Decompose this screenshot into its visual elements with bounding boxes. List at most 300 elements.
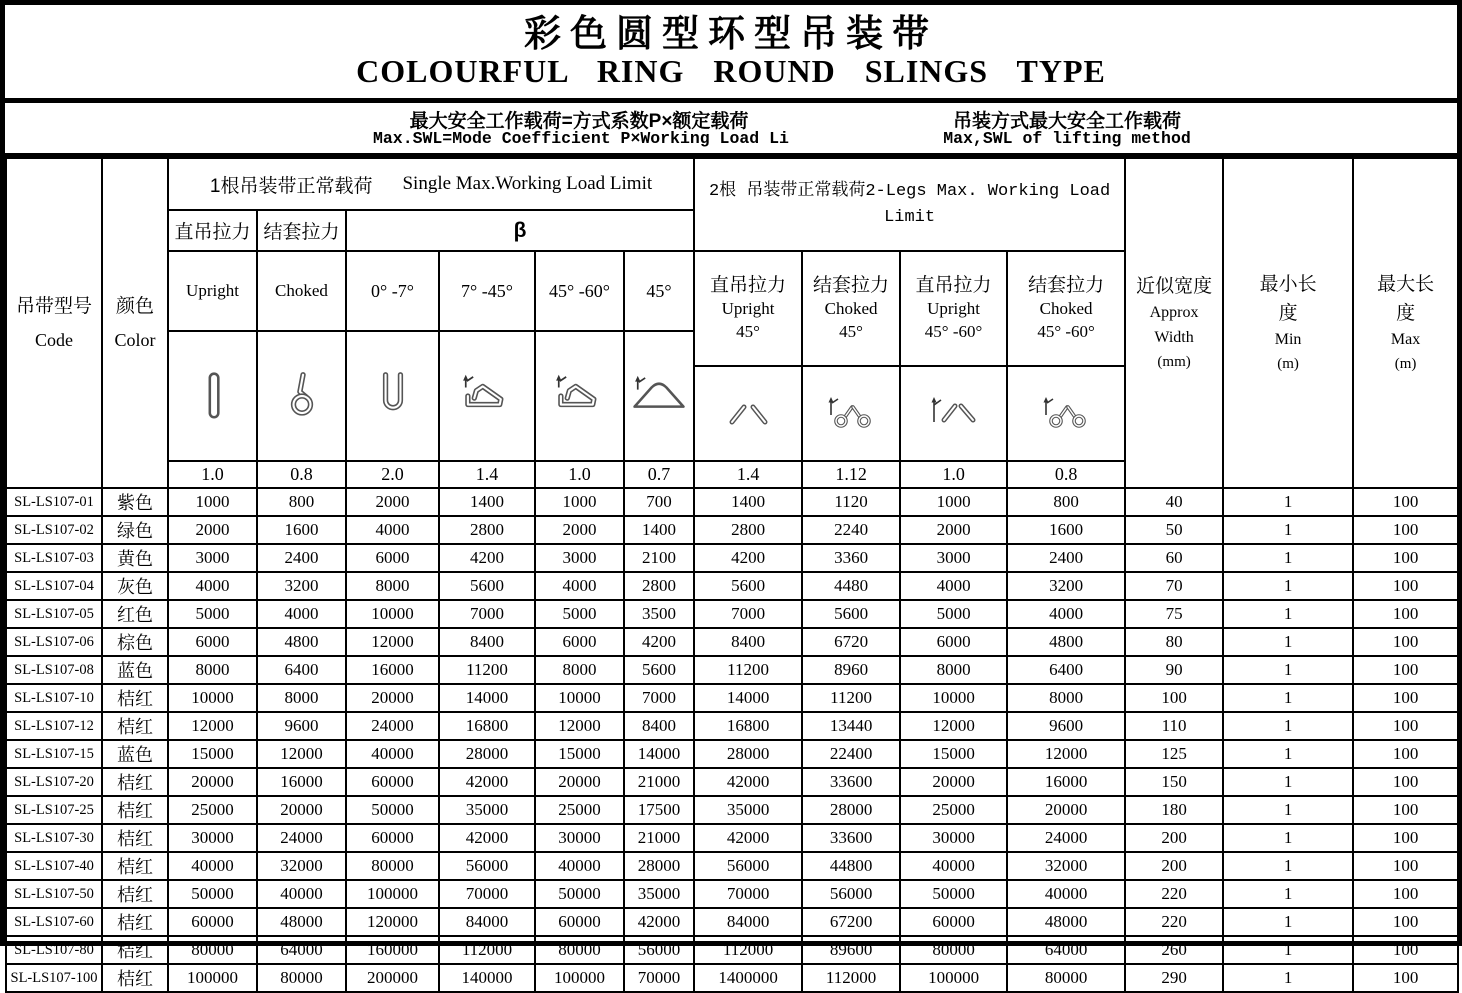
min-length-unit: (m): [1277, 356, 1299, 373]
table-row: [6, 572, 1458, 600]
cell-value: 20000: [346, 684, 439, 712]
angled-basket-sling-icon: [546, 369, 614, 423]
min-length-zh2: 度: [1278, 302, 1298, 324]
cell-color: 桔红: [102, 796, 168, 824]
cell-value: 30000: [535, 824, 624, 852]
cell-value: 100: [1353, 544, 1458, 572]
cell-value: 11200: [439, 656, 535, 684]
cell-value: 3500: [624, 600, 694, 628]
cell-value: 56000: [439, 852, 535, 880]
single-leg-section-header: [168, 158, 694, 210]
cell-code: SL-LS107-04: [6, 572, 102, 600]
two-leg-col3-angle: 45° -60°: [1037, 322, 1095, 342]
cell-value: 33600: [802, 824, 900, 852]
two-legs-angled-icon: [920, 390, 988, 438]
cell-value: 4000: [168, 572, 257, 600]
two-leg-col2-en: Upright: [927, 299, 980, 319]
cell-value: 80: [1125, 628, 1223, 656]
cell-value: 48000: [257, 908, 346, 936]
cell-value: 20000: [1007, 796, 1125, 824]
cell-value: 4800: [257, 628, 346, 656]
cell-value: 110: [1125, 712, 1223, 740]
two-leg-col-header-0: [694, 251, 802, 366]
beta-angle-1: 7° -45°: [439, 251, 535, 331]
cell-value: 6000: [346, 544, 439, 572]
cell-value: 1: [1223, 852, 1353, 880]
cell-value: 16800: [694, 712, 802, 740]
angled-basket-sling-icon: [453, 369, 521, 423]
cell-value: 1600: [1007, 516, 1125, 544]
formula-band: [5, 103, 1457, 157]
cell-value: 80000: [900, 936, 1007, 964]
coefficient-value: 1.0: [535, 461, 624, 488]
cell-value: 800: [257, 488, 346, 516]
cell-value: 50: [1125, 516, 1223, 544]
cell-value: 4000: [535, 572, 624, 600]
cell-value: 220: [1125, 880, 1223, 908]
table-row: [6, 908, 1458, 936]
basket-sling-icon: [359, 369, 427, 423]
upright-header-zh: 直吊拉力: [168, 210, 257, 251]
color-header-en: Color: [114, 329, 156, 350]
cell-value: 8000: [346, 572, 439, 600]
cell-value: 4000: [346, 516, 439, 544]
cell-value: 800: [1007, 488, 1125, 516]
max-length-unit: (m): [1394, 356, 1417, 373]
cell-value: 2000: [900, 516, 1007, 544]
cell-value: 1: [1223, 768, 1353, 796]
cell-value: 100: [1353, 628, 1458, 656]
coefficient-value: 0.7: [624, 461, 694, 488]
cell-value: 42000: [694, 824, 802, 852]
cell-value: 30000: [900, 824, 1007, 852]
cell-value: 7000: [439, 600, 535, 628]
cell-value: 6720: [802, 628, 900, 656]
table-row: [6, 964, 1458, 992]
cell-value: 9600: [1007, 712, 1125, 740]
cell-value: 30000: [168, 824, 257, 852]
cell-value: 20000: [535, 768, 624, 796]
cell-value: 50000: [346, 796, 439, 824]
approx-width-unit: (mm): [1157, 353, 1191, 370]
cell-value: 50000: [168, 880, 257, 908]
cell-value: 200: [1125, 824, 1223, 852]
swl-formula-zh: 最大安全工作载荷=方式系数P×额定载荷: [409, 111, 749, 132]
max-length-en: Max: [1390, 331, 1421, 349]
cell-value: 40000: [535, 852, 624, 880]
cell-value: 3200: [1007, 572, 1125, 600]
cell-value: 160000: [346, 936, 439, 964]
cell-value: 100: [1125, 684, 1223, 712]
cell-value: 12000: [257, 740, 346, 768]
cell-value: 1: [1223, 572, 1353, 600]
cell-value: 11200: [694, 656, 802, 684]
cell-value: 70: [1125, 572, 1223, 600]
min-length-en: Min: [1274, 331, 1302, 349]
table-row: [6, 544, 1458, 572]
cell-value: 1: [1223, 600, 1353, 628]
two-leg-col-header-1: [802, 251, 900, 366]
cell-value: 6400: [257, 656, 346, 684]
cell-value: 1: [1223, 936, 1353, 964]
cell-value: 25000: [168, 796, 257, 824]
table-row: [6, 684, 1458, 712]
cell-value: 2000: [168, 516, 257, 544]
cell-value: 1: [1223, 656, 1353, 684]
cell-value: 10000: [535, 684, 624, 712]
cell-value: 2000: [346, 488, 439, 516]
cell-color: 桔红: [102, 824, 168, 852]
cell-value: 180: [1125, 796, 1223, 824]
page-title-zh: 彩色圆型环型吊装带: [524, 13, 938, 55]
cell-value: 42000: [439, 824, 535, 852]
cell-value: 6000: [168, 628, 257, 656]
cell-value: 10000: [900, 684, 1007, 712]
cell-color: 桔红: [102, 936, 168, 964]
cell-value: 5600: [802, 600, 900, 628]
two-leg-col1-zh: 结套拉力: [813, 274, 890, 296]
max-length-zh2: 度: [1396, 302, 1416, 324]
cell-value: 8400: [439, 628, 535, 656]
cell-value: 2800: [439, 516, 535, 544]
cell-value: 56000: [694, 852, 802, 880]
cell-value: 40: [1125, 488, 1223, 516]
table-row: [6, 656, 1458, 684]
slings-spec-table: [5, 157, 1459, 993]
two-leg-col0-zh: 直吊拉力: [710, 274, 787, 296]
cell-value: 25000: [535, 796, 624, 824]
cell-value: 2240: [802, 516, 900, 544]
wide-basket-sling-icon: [625, 369, 693, 423]
cell-value: 20000: [900, 768, 1007, 796]
coefficient-value: 1.4: [439, 461, 535, 488]
cell-value: 24000: [257, 824, 346, 852]
cell-value: 1: [1223, 712, 1353, 740]
two-leg-col2-zh: 直吊拉力: [915, 274, 992, 296]
cell-value: 16000: [257, 768, 346, 796]
cell-value: 15000: [900, 740, 1007, 768]
cell-value: 24000: [1007, 824, 1125, 852]
cell-value: 5600: [694, 572, 802, 600]
cell-value: 1120: [802, 488, 900, 516]
cell-value: 5000: [900, 600, 1007, 628]
table-row: [6, 936, 1458, 964]
approx-width-header: [1125, 158, 1223, 488]
cell-color: 桔红: [102, 964, 168, 992]
cell-value: 20000: [257, 796, 346, 824]
cell-color: 桔红: [102, 768, 168, 796]
cell-value: 150: [1125, 768, 1223, 796]
cell-value: 80000: [535, 936, 624, 964]
cell-code: SL-LS107-10: [6, 684, 102, 712]
cell-color: 桔红: [102, 880, 168, 908]
cell-value: 8000: [900, 656, 1007, 684]
cell-value: 2000: [535, 516, 624, 544]
cell-code: SL-LS107-80: [6, 936, 102, 964]
cell-value: 80000: [1007, 964, 1125, 992]
cell-value: 40000: [168, 852, 257, 880]
two-leg-col2-angle: 45° -60°: [924, 322, 983, 342]
cell-value: 12000: [1007, 740, 1125, 768]
cell-code: SL-LS107-03: [6, 544, 102, 572]
two-legs-straight-icon: [714, 390, 782, 438]
choked-header-en: Choked: [257, 251, 346, 331]
title-band: [5, 5, 1457, 103]
cell-value: 9600: [257, 712, 346, 740]
cell-value: 32000: [257, 852, 346, 880]
cell-value: 14000: [624, 740, 694, 768]
cell-value: 1600: [257, 516, 346, 544]
cell-value: 42000: [694, 768, 802, 796]
cell-value: 140000: [439, 964, 535, 992]
cell-value: 28000: [694, 740, 802, 768]
lifting-method-zh: 吊装方式最大安全工作载荷: [952, 111, 1182, 132]
code-header-en: Code: [35, 329, 73, 350]
cell-value: 16000: [346, 656, 439, 684]
cell-value: 1400: [624, 516, 694, 544]
cell-color: 桔红: [102, 712, 168, 740]
coefficient-value: 1.0: [168, 461, 257, 488]
cell-color: 桔红: [102, 684, 168, 712]
cell-value: 700: [624, 488, 694, 516]
cell-value: 22400: [802, 740, 900, 768]
cell-value: 75: [1125, 600, 1223, 628]
cell-color: 红色: [102, 600, 168, 628]
cell-color: 绿色: [102, 516, 168, 544]
cell-value: 100: [1353, 824, 1458, 852]
table-row: [6, 852, 1458, 880]
cell-value: 5000: [535, 600, 624, 628]
cell-value: 100000: [900, 964, 1007, 992]
cell-value: 25000: [900, 796, 1007, 824]
cell-color: 棕色: [102, 628, 168, 656]
cell-value: 44800: [802, 852, 900, 880]
cell-code: SL-LS107-30: [6, 824, 102, 852]
cell-value: 13440: [802, 712, 900, 740]
coefficient-value: 0.8: [1007, 461, 1125, 488]
choked-sling-icon: [268, 369, 336, 423]
cell-value: 125: [1125, 740, 1223, 768]
two-legs-straight-icon-cell: [694, 366, 802, 461]
two-legs-choked-icon: [1032, 390, 1100, 438]
cell-value: 1: [1223, 740, 1353, 768]
cell-value: 5600: [624, 656, 694, 684]
cell-value: 100000: [535, 964, 624, 992]
cell-value: 8400: [624, 712, 694, 740]
cell-value: 3200: [257, 572, 346, 600]
cell-value: 112000: [694, 936, 802, 964]
cell-value: 60000: [346, 768, 439, 796]
cell-color: 黄色: [102, 544, 168, 572]
cell-value: 12000: [168, 712, 257, 740]
cell-code: SL-LS107-60: [6, 908, 102, 936]
cell-value: 33600: [802, 768, 900, 796]
cell-value: 6400: [1007, 656, 1125, 684]
cell-code: SL-LS107-25: [6, 796, 102, 824]
approx-width-en1: Approx: [1149, 304, 1199, 322]
cell-value: 1: [1223, 824, 1353, 852]
two-leg-col1-en: Choked: [824, 299, 878, 319]
cell-value: 16000: [1007, 768, 1125, 796]
cell-value: 1000: [168, 488, 257, 516]
cell-value: 50000: [535, 880, 624, 908]
cell-value: 100: [1353, 572, 1458, 600]
cell-code: SL-LS107-05: [6, 600, 102, 628]
cell-value: 100: [1353, 796, 1458, 824]
cell-code: SL-LS107-100: [6, 964, 102, 992]
coefficient-value: 1.12: [802, 461, 900, 488]
cell-value: 4480: [802, 572, 900, 600]
cell-value: 40000: [257, 880, 346, 908]
cell-value: 67200: [802, 908, 900, 936]
cell-color: 蓝色: [102, 656, 168, 684]
coefficient-value: 0.8: [257, 461, 346, 488]
cell-value: 100: [1353, 516, 1458, 544]
cell-value: 8000: [257, 684, 346, 712]
cell-color: 灰色: [102, 572, 168, 600]
cell-value: 84000: [439, 908, 535, 936]
cell-value: 28000: [624, 852, 694, 880]
two-leg-col-header-2: [900, 251, 1007, 366]
cell-code: SL-LS107-06: [6, 628, 102, 656]
table-row: [6, 768, 1458, 796]
color-header-zh: 颜色: [115, 295, 154, 317]
table-row: [6, 880, 1458, 908]
cell-value: 80000: [168, 936, 257, 964]
angled-basket-sling-icon-cell: [535, 331, 624, 461]
cell-value: 1: [1223, 516, 1353, 544]
two-leg-col1-angle: 45°: [839, 322, 863, 342]
cell-value: 12000: [346, 628, 439, 656]
cell-value: 112000: [802, 964, 900, 992]
cell-value: 5600: [439, 572, 535, 600]
cell-value: 80000: [346, 852, 439, 880]
cell-value: 100: [1353, 684, 1458, 712]
cell-value: 28000: [802, 796, 900, 824]
cell-value: 60: [1125, 544, 1223, 572]
beta-angle-0: 0° -7°: [346, 251, 439, 331]
cell-value: 7000: [694, 600, 802, 628]
cell-value: 200000: [346, 964, 439, 992]
cell-value: 1400: [694, 488, 802, 516]
cell-value: 60000: [535, 908, 624, 936]
max-length-zh1: 最大长: [1377, 273, 1435, 295]
single-leg-header-zh: 1根吊装带正常载荷: [209, 175, 373, 197]
angled-basket-sling-icon-cell: [439, 331, 535, 461]
cell-value: 120000: [346, 908, 439, 936]
cell-value: 60000: [168, 908, 257, 936]
cell-value: 64000: [257, 936, 346, 964]
cell-value: 100: [1353, 908, 1458, 936]
color-column-header: [102, 158, 168, 488]
code-header-zh: 吊带型号: [15, 295, 92, 317]
two-legs-angled-icon-cell: [900, 366, 1007, 461]
cell-value: 35000: [624, 880, 694, 908]
choked-sling-icon-cell: [257, 331, 346, 461]
single-leg-header-en: Single Max.Working Load Limit: [402, 173, 653, 194]
table-row: [6, 796, 1458, 824]
two-leg-col3-zh: 结套拉力: [1028, 274, 1105, 296]
table-row: [6, 488, 1458, 516]
cell-value: 6000: [900, 628, 1007, 656]
cell-value: 16800: [439, 712, 535, 740]
cell-value: 21000: [624, 824, 694, 852]
cell-value: 290: [1125, 964, 1223, 992]
cell-value: 260: [1125, 936, 1223, 964]
two-legs-choked-icon-cell: [802, 366, 900, 461]
lifting-method-en: Max,SWL of lifting method: [943, 129, 1191, 148]
cell-code: SL-LS107-02: [6, 516, 102, 544]
cell-value: 6000: [535, 628, 624, 656]
table-row: [6, 600, 1458, 628]
table-row: [6, 712, 1458, 740]
coefficient-value: 1.4: [694, 461, 802, 488]
cell-value: 8400: [694, 628, 802, 656]
cell-value: 2400: [257, 544, 346, 572]
choked-header-zh: 结套拉力: [257, 210, 346, 251]
cell-value: 40000: [900, 852, 1007, 880]
cell-value: 100: [1353, 964, 1458, 992]
cell-code: SL-LS107-20: [6, 768, 102, 796]
max-length-header: [1353, 158, 1458, 488]
cell-value: 100: [1353, 600, 1458, 628]
cell-code: SL-LS107-08: [6, 656, 102, 684]
cell-value: 100: [1353, 936, 1458, 964]
two-legs-section-header: 2根 吊装带正常载荷2-Legs Max. Working Load Limit: [694, 158, 1125, 251]
two-leg-col0-en: Upright: [721, 299, 775, 319]
cell-value: 1: [1223, 880, 1353, 908]
cell-value: 21000: [624, 768, 694, 796]
beta-angle-3: 45°: [624, 251, 694, 331]
cell-value: 1000: [535, 488, 624, 516]
cell-value: 5000: [168, 600, 257, 628]
cell-value: 1: [1223, 544, 1353, 572]
vertical-sling-icon-cell: [168, 331, 257, 461]
table-row: [6, 824, 1458, 852]
cell-value: 17500: [624, 796, 694, 824]
cell-value: 3000: [535, 544, 624, 572]
cell-value: 32000: [1007, 852, 1125, 880]
cell-value: 12000: [900, 712, 1007, 740]
cell-value: 2800: [624, 572, 694, 600]
cell-value: 90: [1125, 656, 1223, 684]
two-legs-choked-icon-cell: [1007, 366, 1125, 461]
cell-value: 2800: [694, 516, 802, 544]
cell-value: 3360: [802, 544, 900, 572]
cell-value: 56000: [802, 880, 900, 908]
upright-header-en: Upright: [168, 251, 257, 331]
cell-value: 10000: [168, 684, 257, 712]
two-leg-col-header-3: [1007, 251, 1125, 366]
wide-basket-sling-icon-cell: [624, 331, 694, 461]
table-row: [6, 516, 1458, 544]
cell-value: 4800: [1007, 628, 1125, 656]
cell-value: 100: [1353, 740, 1458, 768]
approx-width-en2: Width: [1154, 329, 1194, 347]
cell-value: 50000: [900, 880, 1007, 908]
cell-color: 桔红: [102, 908, 168, 936]
cell-value: 100: [1353, 768, 1458, 796]
cell-value: 1: [1223, 488, 1353, 516]
table-row: [6, 628, 1458, 656]
cell-value: 10000: [346, 600, 439, 628]
beta-header: β: [346, 210, 694, 251]
cell-value: 8000: [168, 656, 257, 684]
vertical-sling-icon: [179, 369, 247, 423]
min-length-header: [1223, 158, 1353, 488]
cell-value: 28000: [439, 740, 535, 768]
cell-value: 100: [1353, 488, 1458, 516]
